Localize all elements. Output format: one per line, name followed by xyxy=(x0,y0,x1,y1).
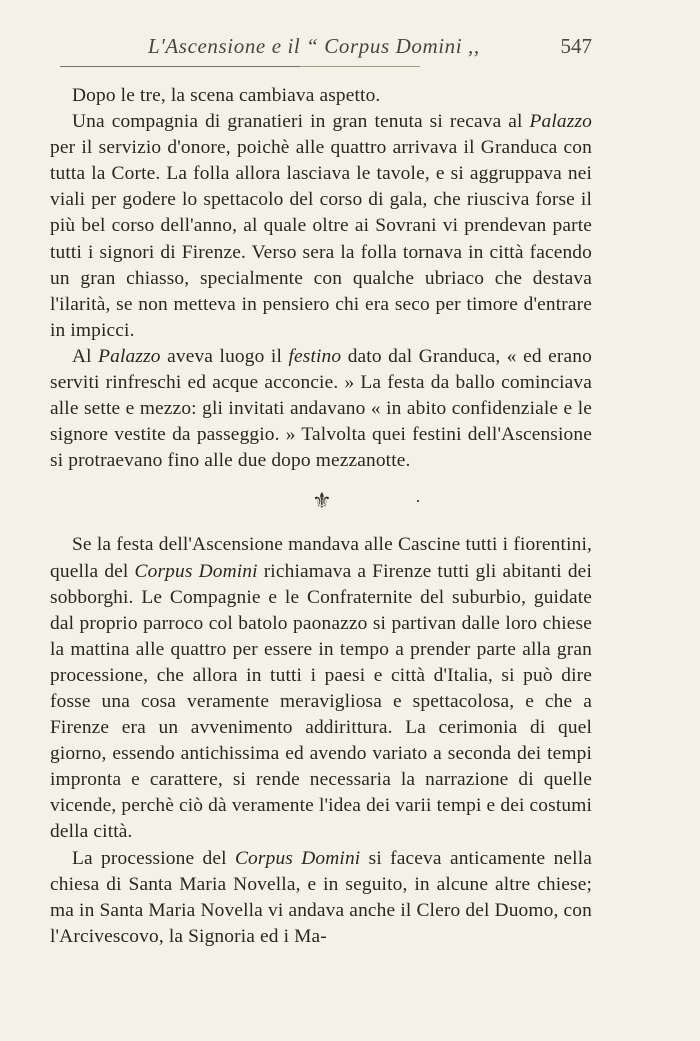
text-run: Dopo le tre, la scena cambiava aspetto. xyxy=(72,85,381,106)
text-run: Al xyxy=(72,345,99,367)
text-run: dato dal Granduca, « ed erano serviti rinfreschi ed acque acconcie. » La festa da ballo cominciava alle sette e mezzo: gli invitati andavano « in abito confidenziale e le signore vestite da passeggio. » Talvolta quei festini dell'Ascensione si protraevano fino alle due dopo mezzanotte. xyxy=(50,345,592,472)
paragraph xyxy=(50,532,592,845)
paragraph xyxy=(50,846,592,950)
paragraph xyxy=(50,109,592,344)
text-run: La processione del xyxy=(72,847,235,869)
fleur-de-lis-icon: ⚜ xyxy=(312,488,332,514)
body-text xyxy=(50,83,592,950)
text-run: richiamava a Firenze tutti gli abitanti dei sobborghi. Le Compagnie e le Confraternite del suburbio, guidate dal proprio parroco col batolo paonazzo si partivan dalle loro chiese la mattina alle quattro per essere in tempo a prender parte alla gran processione, che allora in tutti i paesi e città d'Italia, si può dire fosse una cosa veramente meravigliosa e spettacolosa, e che a Firenze era un avvenimento addirittura. La cerimonia di quel giorno, essendo antichissima ed avendo variato a seconda dei tempi impronta e carattere, si rende necessaria la narrazione di quelle vicende, perchè ciò dà veramente l'idea dei varii tempi e dei costumi della città. xyxy=(50,560,592,843)
text-run: aveva luogo il xyxy=(160,345,289,367)
running-title: L'Ascensione e il “ Corpus Domini ,, xyxy=(148,34,480,58)
italic-term: Corpus Domini xyxy=(234,847,361,869)
text-run: Se la festa dell'Ascensione mandava alle Cascine tutti i fiorentini, quella del xyxy=(50,534,592,582)
section-divider xyxy=(50,474,592,532)
text-run: Una compagnia di granatieri in gran tenuta si recava al xyxy=(72,111,530,133)
italic-term: Corpus Domini xyxy=(134,560,258,582)
text-run: si faceva anticamente nella chiesa di Santa Maria Novella, e in seguito, in alcune altre chiese; ma in Santa Maria Novella vi andava anche il Clero del Duomo, con l'Arcivescovo, la Signoria ed i Ma- xyxy=(50,847,592,947)
page-number: 547 xyxy=(560,34,592,58)
italic-term: Palazzo xyxy=(98,345,161,367)
italic-term: festino xyxy=(288,345,342,367)
text-run: per il servizio d'onore, poichè alle quattro arrivava il Granduca con tutta la Corte. La folla allora lasciava le tavole, e si aggruppava nei viali per godere lo spettacolo del corso di gala, che riusciva forse il più bel corso dell'anno, al quale oltre ai Sovrani vi prendevan parte tutti i signori di Firenze. Verso sera la folla tornava in città facendo un gran chiasso, specialmente con qualche ubriaco che destava l'ilarità, se non metteva in pensiero chi era seco per timore d'entrare in impicci. xyxy=(50,137,592,341)
running-header xyxy=(0,34,700,66)
paragraph xyxy=(50,344,592,474)
dot-mark: · xyxy=(415,491,422,512)
italic-term: Palazzo xyxy=(529,111,592,133)
header-rule xyxy=(60,66,300,67)
paragraph xyxy=(50,83,592,109)
header-rule-faint xyxy=(300,66,420,67)
